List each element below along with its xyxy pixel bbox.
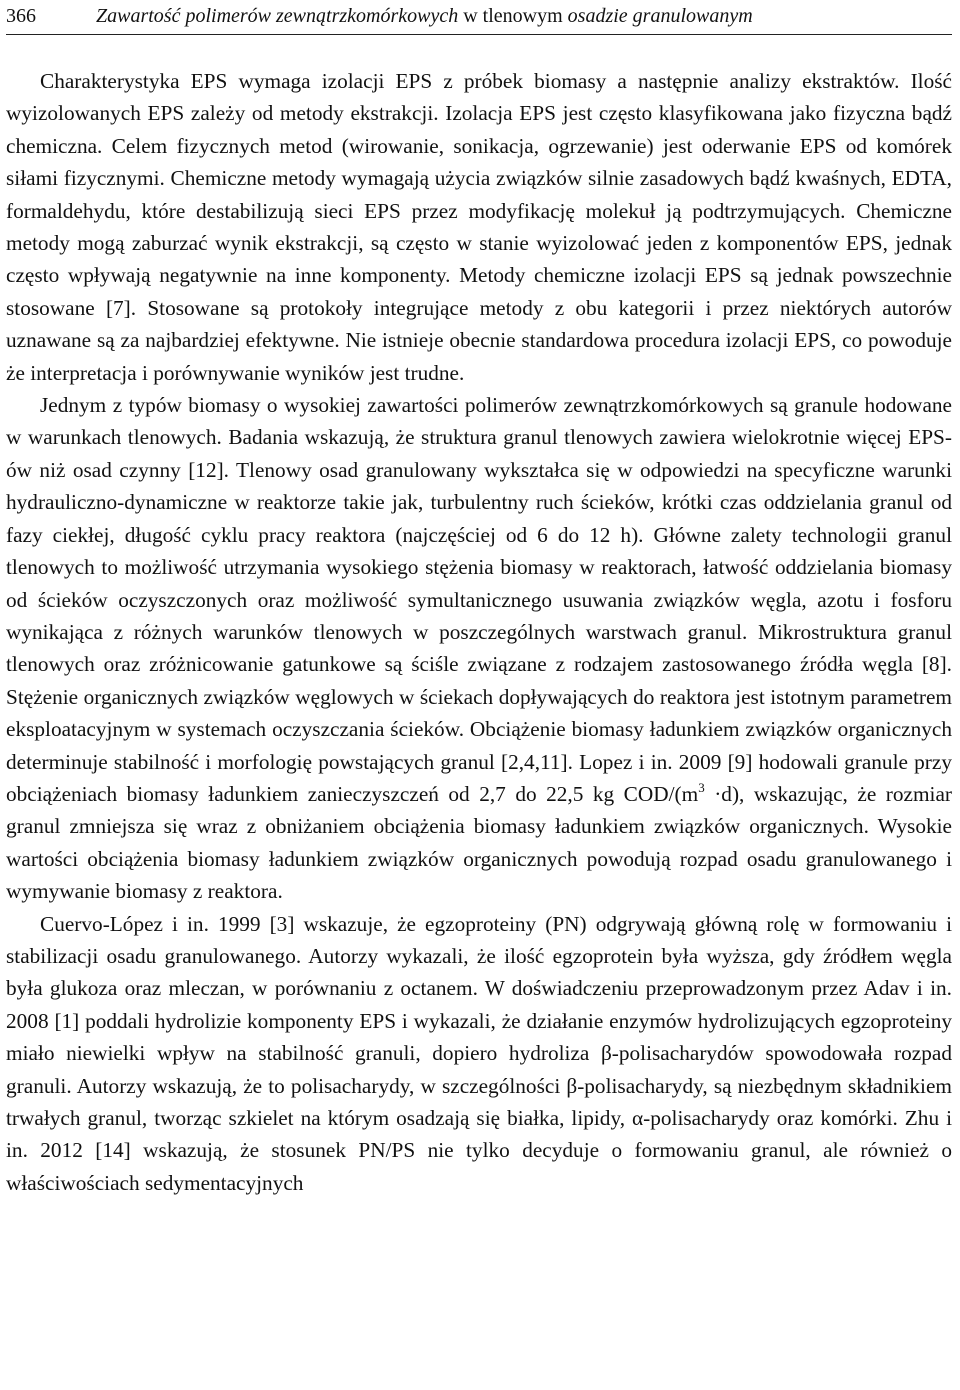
paragraph-1: Charakterystyka EPS wymaga izolacji EPS z próbek biomasy a następnie analizy ekstraktów. Ilość wyizolowanych EPS zależy od metody ekstrakcji. Izolacja EPS jest często klasyfikowana jako fizyczna bądź chemiczna. Celem fizycznych metod (wirowanie, sonikacja, ogrzewanie) jest oderwanie EPS od komórek siłami fizycznymi. Chemiczne metody wymagają użycia związków silnie zasadowych bądź kwaśnych, EDTA, formaldehydu, które destabilizują sieci EPS przez modyfikację molekuł ją podtrzymujących. Chemiczne metody mogą zaburzać wynik ekstrakcji, są często w stanie wyizolować jeden z komponentów EPS, jednak często wpływają negatywnie na inne komponenty. Metody chemiczne izolacji EPS są jednak powszechnie stosowane [7]. Stosowane są protokoły integrujące metody z obu kategorii i przez niektórych autorów uznawane są za najbardziej efektywne. Nie istnieje obecnie standardowa procedura izolacji EPS, co powoduje że interpretacja i porównywanie wyników jest trudne.	[6, 69, 952, 385]
superscript-3: 3	[698, 779, 705, 795]
running-title-italic-2: osadzie granulowanym	[567, 5, 753, 27]
running-header	[6, 0, 952, 35]
paragraph-2-part-1: Jednym z typów biomasy o wysokiej zawartości polimerów zewnątrzkomórkowych są granule hodowane w warunkach tlenowych. Badania wskazują, że struktura granul tlenowych zawiera wielokrotnie więcej EPS-ów niż osad czynny [12]. Tlenowy osad granulowany wykształca się w odpowiedzi na specyficzne warunki hydrauliczno-dynamiczne w reaktorze takie jak, turbulentny ruch ścieków, krótki czas oddzielania granul od fazy ciekłej, długość cyklu pracy reaktora (najczęściej od 6 do 12 h). Główne zalety technologii granul tlenowych to możliwość utrzymania wysokiego stężenia biomasy w reaktorach, łatwość oddzielania biomasy od ścieków oczyszczonych oraz możliwość symultanicznego usuwania związków węgla, azotu i fosforu wynikająca z różnych warunków tlenowych w poszczególnych warstwach granul. Mikrostruktura granul tlenowych oraz zróżnicowanie gatunkowe są ściśle związane z rodzajem zastosowanego źródła węgla [8]. Stężenie organicznych związków węglowych w ściekach dopływających do reaktora jest istotnym parametrem eksploatacyjnym w systemach oczyszczania ścieków. Obciążenie biomasy ładunkiem związków organicznych determinuje stabilność i morfologię powstających granul [2,4,11]. Lopez i in. 2009 [9] hodowali granule przy obciążeniach biomasy ładunkiem zanieczyszczeń od 2,7 do 22,5 kg COD/(m	[6, 393, 952, 806]
running-title-italic-1: Zawartość polimerów zewnątrzkomórkowych	[96, 5, 459, 27]
running-title	[96, 2, 952, 30]
body-text	[6, 65, 952, 1199]
paragraph-2-part-2: ·d), wskazując, że rozmiar granul zmniejsza się wraz z obniżaniem obciążenia biomasy ładunkiem związków organicznych. Wysokie wartości obciążenia biomasy ładunkiem związków organicznych powodują rozpad osadu granulowanego i wymywanie biomasy z reaktora.	[6, 781, 952, 904]
running-title-middle: w tlenowym	[458, 5, 568, 27]
page-number: 366	[6, 5, 36, 27]
paragraph-2	[6, 389, 952, 908]
paragraph-3: Cuervo-López i in. 1999 [3] wskazuje, że egzoproteiny (PN) odgrywają główną rolę w formowaniu i stabilizacji osadu granulowanego. Autorzy wykazali, że ilość egzoprotein była wyższa, gdy źródłem węgla była glukoza oraz mleczan, w porównaniu z octanem. W doświadczeniu przeprowadzonym przez Adav i in. 2008 [1] poddali hydrolizie komponenty EPS i wykazali, że działanie enzymów hydrolizujących egzoproteiny miało niewielki wpływ na stabilność granuli, dopiero hydroliza β-polisacharydów spowodowała rozpad granuli. Autorzy wskazują, że to polisacharydy, w szczególności β-polisacharydy, są niezbędnym składnikiem trwałych granul, tworząc szkielet na którym osadzają się białka, lipidy, α-polisacharydy oraz komórki. Zhu i in. 2012 [14] wskazują, że stosunek PN/PS nie tylko decyduje o formowaniu granul, ale również o właściwościach sedymentacyjnych	[6, 911, 952, 1195]
